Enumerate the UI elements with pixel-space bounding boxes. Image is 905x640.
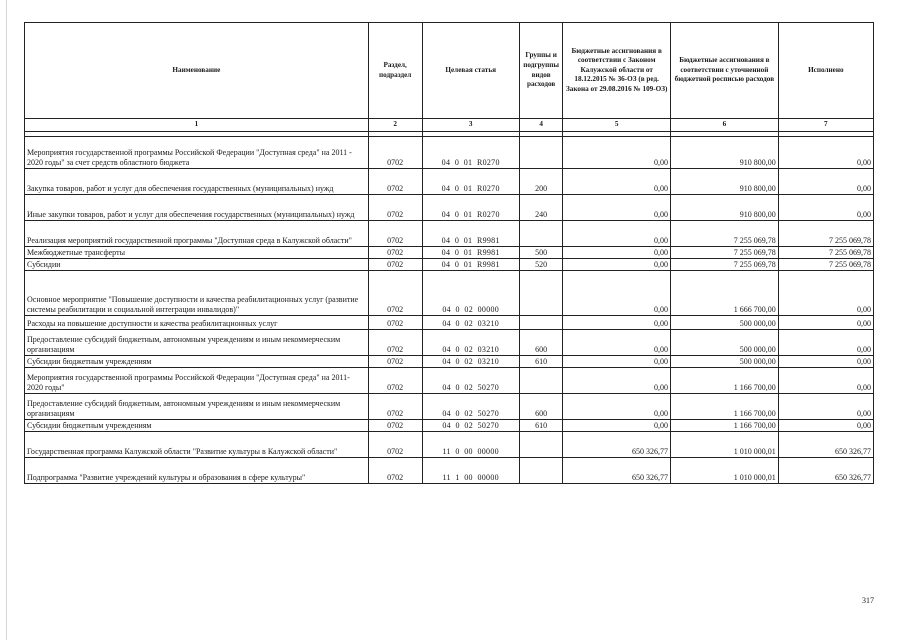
row-name: Межбюджетные трансферты [25,247,369,259]
row-law-amount: 0,00 [563,195,671,221]
row-law-amount: 0,00 [563,330,671,356]
row-executed-amount: 650 326,77 [778,432,873,458]
row-refined-amount: 500 000,00 [671,356,779,368]
table-row [25,420,874,432]
row-group [519,271,562,316]
row-group: 200 [519,169,562,195]
row-target: 04 0 02 00000 [422,271,519,316]
row-section: 0702 [368,356,422,368]
page-number: 317 [862,596,874,605]
row-executed-amount: 650 326,77 [778,458,873,484]
header-law-assignments: Бюджетные ассигнования в соответствии с Законом Калужской области от 18.12.2015 № 36-ОЗ (в ред. Закона от 29.08.2016 № 109-ОЗ) [563,23,671,119]
header-group: Группы и подгруппы видов расходов [519,23,562,119]
row-target: 04 0 01 R9981 [422,221,519,247]
column-number: 1 [25,119,369,132]
row-group: 500 [519,247,562,259]
table-row [25,137,874,169]
table-row [25,247,874,259]
row-name: Реализация мероприятий государственной программы "Доступная среда в Калужской области" [25,221,369,247]
row-refined-amount: 1 010 000,01 [671,458,779,484]
row-executed-amount: 0,00 [778,420,873,432]
row-refined-amount: 7 255 069,78 [671,221,779,247]
row-name: Субсидии [25,259,369,271]
header-target: Целевая статья [422,23,519,119]
row-law-amount: 0,00 [563,259,671,271]
row-group [519,432,562,458]
row-law-amount: 0,00 [563,316,671,330]
row-target: 04 0 01 R9981 [422,259,519,271]
row-executed-amount: 0,00 [778,271,873,316]
row-group [519,221,562,247]
row-group: 600 [519,330,562,356]
row-executed-amount: 0,00 [778,356,873,368]
row-refined-amount: 1 666 700,00 [671,271,779,316]
column-number: 4 [519,119,562,132]
row-group: 520 [519,259,562,271]
header-refined-assignments: Бюджетные ассигнования в соответствии с уточненной бюджетной росписью расходов [671,23,779,119]
row-name: Основное мероприятие "Повышение доступности и качества реабилитационных услуг (развитие системы реабилитации и социальной интеграции инвалидов)" [25,271,369,316]
row-group [519,316,562,330]
row-name: Мероприятия государственной программы Российской Федерации "Доступная среда" на 2011 - 2020 годы" за счет средств областного бюджета [25,137,369,169]
row-name: Субсидии бюджетным учреждениям [25,420,369,432]
row-group: 600 [519,394,562,420]
row-group: 610 [519,420,562,432]
budget-table [24,22,874,484]
row-law-amount: 650 326,77 [563,458,671,484]
row-target: 11 0 00 00000 [422,432,519,458]
table-row [25,458,874,484]
row-law-amount: 0,00 [563,271,671,316]
header-name: Наименование [25,23,369,119]
row-target: 04 0 01 R0270 [422,195,519,221]
row-refined-amount: 1 166 700,00 [671,394,779,420]
table-row [25,271,874,316]
row-group [519,368,562,394]
row-name: Предоставление субсидий бюджетным, автономным учреждениям и иным некоммерческим организациям [25,330,369,356]
column-number: 7 [778,119,873,132]
row-target: 04 0 01 R9981 [422,247,519,259]
column-number: 2 [368,119,422,132]
row-executed-amount: 0,00 [778,195,873,221]
row-refined-amount: 1 166 700,00 [671,368,779,394]
row-law-amount: 650 326,77 [563,432,671,458]
row-law-amount: 0,00 [563,247,671,259]
table-row [25,394,874,420]
row-section: 0702 [368,169,422,195]
row-refined-amount: 500 000,00 [671,316,779,330]
table-body [25,132,874,484]
row-section: 0702 [368,432,422,458]
row-executed-amount: 0,00 [778,169,873,195]
table-row [25,368,874,394]
table-row [25,169,874,195]
row-executed-amount: 0,00 [778,394,873,420]
row-refined-amount: 910 800,00 [671,195,779,221]
row-target: 04 0 02 50270 [422,420,519,432]
row-section: 0702 [368,368,422,394]
row-section: 0702 [368,420,422,432]
row-law-amount: 0,00 [563,221,671,247]
row-target: 04 0 02 03210 [422,356,519,368]
row-executed-amount: 0,00 [778,368,873,394]
table-row [25,195,874,221]
table-row [25,259,874,271]
row-refined-amount: 500 000,00 [671,330,779,356]
row-executed-amount: 7 255 069,78 [778,247,873,259]
row-executed-amount: 0,00 [778,316,873,330]
row-executed-amount: 0,00 [778,137,873,169]
column-number: 5 [563,119,671,132]
row-group [519,458,562,484]
row-law-amount: 0,00 [563,394,671,420]
row-name: Субсидии бюджетным учреждениям [25,356,369,368]
binding-edge-line [6,0,7,640]
table-row [25,432,874,458]
table-header-row [25,23,874,119]
row-law-amount: 0,00 [563,137,671,169]
row-target: 11 1 00 00000 [422,458,519,484]
row-group: 240 [519,195,562,221]
row-executed-amount: 7 255 069,78 [778,221,873,247]
row-section: 0702 [368,259,422,271]
row-refined-amount: 1 166 700,00 [671,420,779,432]
row-refined-amount: 7 255 069,78 [671,247,779,259]
row-section: 0702 [368,271,422,316]
row-name: Предоставление субсидий бюджетным, автономным учреждениям и иным некоммерческим организациям [25,394,369,420]
row-target: 04 0 02 03210 [422,330,519,356]
column-number: 3 [422,119,519,132]
row-law-amount: 0,00 [563,368,671,394]
row-law-amount: 0,00 [563,420,671,432]
row-refined-amount: 910 800,00 [671,169,779,195]
header-section: Раздел, подраздел [368,23,422,119]
row-section: 0702 [368,458,422,484]
row-target: 04 0 01 R0270 [422,169,519,195]
row-name: Иные закупки товаров, работ и услуг для обеспечения государственных (муниципальных) нужд [25,195,369,221]
row-refined-amount: 910 800,00 [671,137,779,169]
row-section: 0702 [368,137,422,169]
row-section: 0702 [368,330,422,356]
row-refined-amount: 1 010 000,01 [671,432,779,458]
column-number-row [25,119,874,132]
row-group: 610 [519,356,562,368]
row-name: Закупка товаров, работ и услуг для обеспечения государственных (муниципальных) нужд [25,169,369,195]
table-row [25,330,874,356]
row-section: 0702 [368,394,422,420]
row-section: 0702 [368,195,422,221]
table-row [25,221,874,247]
row-target: 04 0 02 50270 [422,368,519,394]
row-target: 04 0 01 R0270 [422,137,519,169]
table-row [25,316,874,330]
row-group [519,137,562,169]
row-executed-amount: 7 255 069,78 [778,259,873,271]
row-section: 0702 [368,221,422,247]
column-number: 6 [671,119,779,132]
row-executed-amount: 0,00 [778,330,873,356]
header-executed: Исполнено [778,23,873,119]
row-name: Мероприятия государственной программы Российской Федерации "Доступная среда" на 2011-2020 годы" [25,368,369,394]
row-target: 04 0 02 50270 [422,394,519,420]
row-law-amount: 0,00 [563,356,671,368]
table-row [25,356,874,368]
row-name: Подпрограмма "Развитие учреждений культуры и образования в сфере культуры" [25,458,369,484]
row-law-amount: 0,00 [563,169,671,195]
row-section: 0702 [368,247,422,259]
row-section: 0702 [368,316,422,330]
row-name: Расходы на повышение доступности и качества реабилитационных услуг [25,316,369,330]
row-target: 04 0 02 03210 [422,316,519,330]
row-name: Государственная программа Калужской области "Развитие культуры в Калужской области" [25,432,369,458]
row-refined-amount: 7 255 069,78 [671,259,779,271]
